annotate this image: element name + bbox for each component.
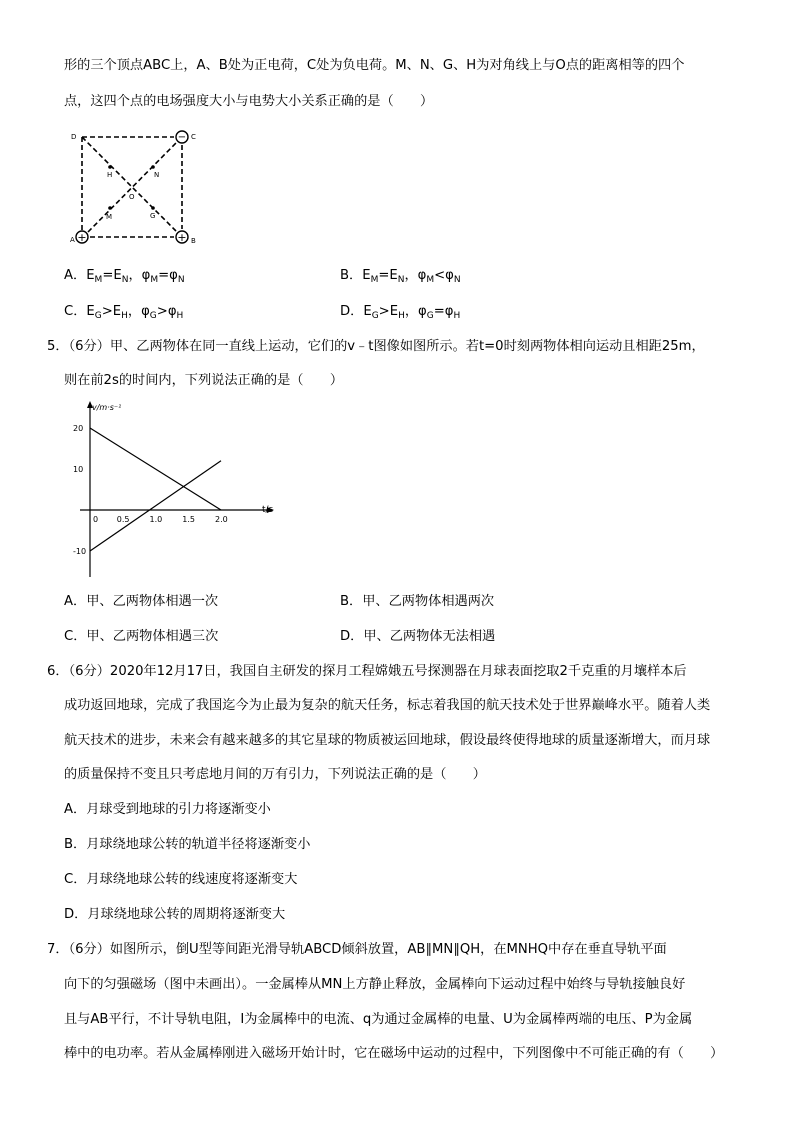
charge-B-sign: + [177,231,187,244]
chart-xtick-label: 1.5 [182,515,195,524]
label-B: B [191,237,196,245]
q5-option-a: A．甲、乙两物体相遇一次 [64,594,219,609]
chart-ylabel: v/m·s⁻¹ [92,403,122,412]
q4-option-c: C．$E_G>E_H$，$\varphi_G>\varphi_H$ [64,304,184,321]
q6-option-b: B．月球绕地球公转的轨道半径将逐渐变小 [64,837,311,852]
q4-square-figure [62,126,202,248]
chart-ytick-label: 20 [73,424,84,433]
label-G: G [150,212,156,220]
chart-xtick-label: 1.0 [149,515,163,524]
q5-text-line1: 5．（6分）甲、乙两物体在同一直线上运动，它们的v﹣t图像如图所示。若t=0时刻两物体相向运动且相距25m， [47,339,705,354]
chart-xtick-label: 0.5 [116,515,130,524]
point-G [151,206,155,210]
q7-text-line3: 且与AB平行，不计导轨电阻，I为金属棒中的电流、q为通过金属棒的电量、U为金属棒两端的电压、P为金属 [64,1012,693,1027]
q4-option-a: A．$E_M=E_N$，$\varphi_M=\varphi_N$ [64,268,185,285]
charge-A-sign: + [77,231,87,244]
diagonal-DB [82,137,176,231]
q7-text-line1: 7．（6分）如图所示，倒U型等间距光滑导轨ABCD倾斜放置，AB∥MN∥QH，在MNHQ中存在垂直导轨平面 [47,942,667,957]
q7-text-line2: 向下的匀强磁场（图中未画出）。一金属棒从MN上方静止释放，金属棒向下运动过程中始终与导轨接触良好 [64,977,686,992]
q4-text-line1: 形的三个顶点ABC上，A、B处为正电荷，C处为负电荷。M、N、G、H为对角线上与O点的距离相等的四个 [64,58,685,73]
q4-option-d: D．$E_G>E_H$，$\varphi_G=\varphi_H$ [340,304,461,321]
q4-text-line2: 点，这四个点的电场强度大小与电势大小关系正确的是（ ） [64,94,434,109]
label-A: A [70,236,75,244]
chart-xlabel: t/s [262,505,274,515]
q5-option-d: D．甲、乙两物体无法相遇 [340,629,496,644]
q6-option-a: A．月球受到地球的引力将逐渐变小 [64,802,271,817]
label-O: O [129,193,135,201]
q5-vt-chart [60,395,286,583]
q6-text-line1: 6．（6分）2020年12月17日，我国自主研发的探月工程嫦娥五号探测器在月球表面挖取2千克重的月壤样本后 [47,664,687,679]
chart-xtick-label: 2.0 [215,515,228,524]
label-D: D [71,133,77,141]
q7-text-line4: 棒中的电功率。若从金属棒刚进入磁场开始计时，它在磁场中运动的过程中，下列图像中不可能正确的有（ ） [64,1046,724,1061]
label-C: C [191,133,196,141]
chart-series-line-1 [90,428,221,510]
label-N: N [154,171,160,179]
q6-text-line3: 航天技术的进步，未来会有越来越多的其它星球的物质被运回地球，假设最终使得地球的质量逐渐增大，而月球 [64,733,711,748]
q5-option-b: B．甲、乙两物体相遇两次 [340,594,495,609]
q5-option-c: C．甲、乙两物体相遇三次 [64,629,219,644]
chart-ytick-label: 10 [73,465,84,474]
q6-text-line4: 的质量保持不变且只考虑地月间的万有引力，下列说法正确的是（ ） [64,767,486,782]
q6-option-d: D．月球绕地球公转的周期将逐渐变大 [64,907,286,922]
q5-text-line2: 则在前2s的时间内，下列说法正确的是（ ） [64,373,344,388]
charge-C-sign: − [177,132,187,143]
q6-option-c: C．月球绕地球公转的线速度将逐渐变大 [64,872,298,887]
q6-text-line2: 成功返回地球，完成了我国迄今为止最为复杂的航天任务，标志着我国的航天技术处于世界巅峰水平。随着人类 [64,698,711,713]
label-H: H [107,171,113,179]
chart-ytick-label: -10 [73,547,87,556]
chart-xtick-label: 0 [93,515,99,524]
point-N [151,165,155,169]
chart-series-line-2 [90,461,221,551]
point-H [108,165,112,169]
q4-option-b: B．$E_M=E_N$，$\varphi_M<\varphi_N$ [340,268,461,285]
point-M [108,206,112,210]
label-M: M [106,213,113,221]
